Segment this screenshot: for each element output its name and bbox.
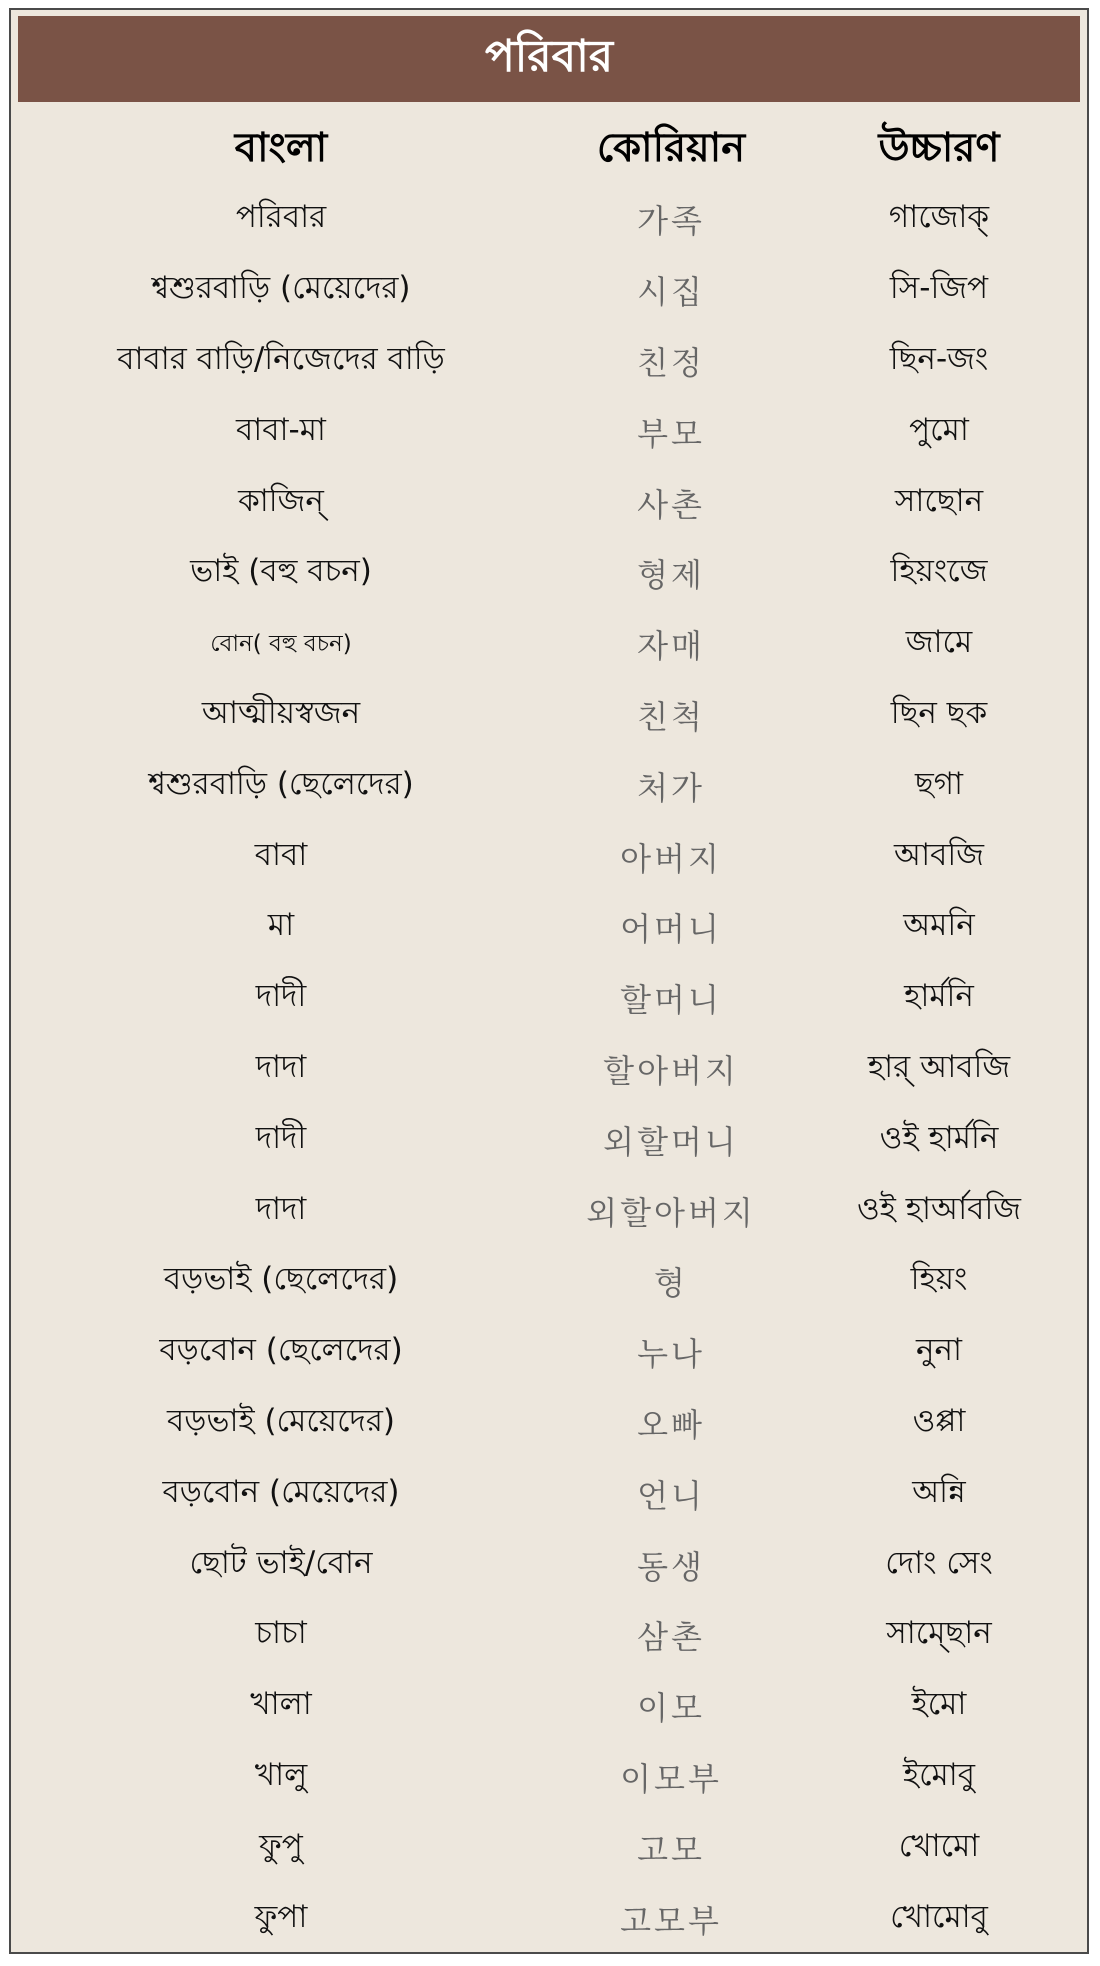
pronunciation: দোং সেং (885, 1544, 993, 1581)
bangla-word: বড়ভাই (ছেলেদের) (163, 1261, 399, 1298)
korean-word: 자매 (637, 627, 705, 666)
pronunciation: অন্নি (912, 1473, 966, 1510)
bangla-word: মা (267, 907, 295, 944)
bangla-word: দাদী (255, 978, 307, 1015)
column-header-bangla: বাংলা (234, 124, 328, 171)
bangla-word: দাদী (255, 1119, 307, 1156)
pronunciation: নুনা (916, 1332, 962, 1369)
bangla-word: শ্বশুরবাড়ি (ছেলেদের) (148, 765, 414, 802)
bangla-word: বড়বোন (ছেলেদের) (159, 1332, 403, 1369)
bangla-word: বাবার বাড়ি/নিজেদের বাড়ি (117, 340, 445, 377)
table-row (11, 1812, 1087, 1883)
korean-word: 언니 (637, 1476, 705, 1515)
korean-word: 친척 (637, 697, 705, 736)
table-row (11, 680, 1087, 751)
bangla-word: ছোট ভাই/বোন (189, 1544, 373, 1581)
korean-word: 누나 (637, 1335, 705, 1374)
table-row (11, 1246, 1087, 1317)
bangla-word: খালা (250, 1686, 312, 1723)
korean-word: 시집 (637, 273, 705, 312)
table-row (11, 892, 1087, 963)
bangla-word: বড়ভাই (মেয়েদের) (167, 1402, 395, 1439)
table-row (11, 184, 1087, 255)
table-row (11, 538, 1087, 609)
bangla-word: শ্বশুরবাড়ি (মেয়েদের) (151, 270, 411, 307)
bangla-word: দাদা (255, 1190, 307, 1227)
pronunciation: ওই হার্আবজি (856, 1190, 1022, 1227)
bangla-word: ভাই (বহু বচন) (190, 553, 372, 590)
table-row (11, 255, 1087, 326)
table-row (11, 609, 1087, 680)
pronunciation: ছিন ছক (890, 694, 988, 731)
korean-word: 오빠 (637, 1405, 705, 1444)
table-row (11, 326, 1087, 397)
table-row (11, 1529, 1087, 1600)
korean-word: 친정 (637, 343, 705, 382)
korean-word: 고모 (637, 1830, 705, 1869)
bangla-word: ফুপা (254, 1898, 308, 1935)
pronunciation: অমনি (903, 907, 975, 944)
pronunciation: সি-জিপ (889, 270, 989, 307)
bangla-word: বোন( বহু বচন) (210, 630, 352, 657)
table-row (11, 1175, 1087, 1246)
bangla-word: কাজিন্ (238, 482, 324, 519)
korean-word: 동생 (637, 1547, 705, 1586)
pronunciation: ইমো (911, 1686, 967, 1723)
pronunciation: হার্মনি (904, 978, 974, 1015)
table-row (11, 750, 1087, 821)
korean-word: 가족 (637, 202, 705, 241)
pronunciation: ইমোবু (902, 1756, 976, 1793)
korean-word: 부모 (637, 414, 705, 453)
table-row (11, 1104, 1087, 1175)
table-row (11, 1600, 1087, 1671)
pronunciation: গাজোক্ (888, 199, 990, 236)
korean-word: 형제 (637, 556, 705, 595)
table-row (11, 963, 1087, 1034)
table-row (11, 1034, 1087, 1105)
bangla-word: চাচা (255, 1615, 307, 1652)
bangla-word: দাদা (255, 1048, 307, 1085)
korean-word: 형 (654, 1264, 688, 1303)
korean-word: 삼촌 (637, 1618, 705, 1657)
table-row (11, 1458, 1087, 1529)
vocabulary-table (11, 114, 1087, 1954)
korean-word: 이모부 (620, 1759, 722, 1798)
pronunciation: আবজি (893, 836, 985, 873)
bangla-word: বাবা-মা (236, 411, 326, 448)
bangla-word: খালু (254, 1756, 308, 1793)
korean-word: 사촌 (637, 485, 705, 524)
pronunciation: হার্ আবজি (867, 1048, 1011, 1085)
bangla-word: বাবা (254, 836, 308, 873)
pronunciation: পুমো (909, 411, 969, 448)
table-row (11, 1388, 1087, 1459)
korean-word: 어머니 (620, 910, 722, 949)
table-row (11, 396, 1087, 467)
pronunciation: সাম্ছোন (886, 1615, 992, 1652)
korean-word: 아버지 (620, 839, 722, 878)
bangla-word: আত্মীয়স্বজন (201, 694, 361, 731)
table-row (11, 1883, 1087, 1954)
pronunciation: খোমোবু (890, 1898, 988, 1935)
korean-word: 외할아버지 (586, 1193, 756, 1232)
korean-word: 고모부 (620, 1901, 722, 1940)
pronunciation: জামে (905, 624, 973, 661)
pronunciation: সাছোন (894, 482, 984, 519)
bangla-word: পরিবার (235, 199, 327, 236)
pronunciation: ওপ্পা (912, 1402, 966, 1439)
pronunciation: খোমো (898, 1827, 980, 1864)
table-row (11, 467, 1087, 538)
table-row (11, 1742, 1087, 1813)
table-row (11, 1317, 1087, 1388)
column-header-pronunciation: উচ্চারণ (878, 124, 1000, 171)
table-header (11, 114, 1087, 184)
page-title: পরিবার (18, 16, 1080, 102)
table-row (11, 821, 1087, 892)
vocabulary-card (9, 8, 1089, 1954)
korean-word: 처가 (637, 768, 705, 807)
pronunciation: হিয়ংজে (890, 553, 988, 590)
korean-word: 외할머니 (603, 1122, 739, 1161)
bangla-word: ফুপু (259, 1827, 303, 1864)
bangla-word: বড়বোন (মেয়েদের) (162, 1473, 400, 1510)
column-header-korean: কোরিয়ান (596, 124, 746, 171)
pronunciation: ছিন-জং (889, 340, 989, 377)
pronunciation: হিয়ং (910, 1261, 968, 1298)
table-row (11, 1671, 1087, 1742)
pronunciation: ছগা (914, 765, 964, 802)
korean-word: 할머니 (620, 981, 722, 1020)
pronunciation: ওই হার্মনি (879, 1119, 999, 1156)
korean-word: 이모 (637, 1689, 705, 1728)
korean-word: 할아버지 (603, 1051, 739, 1090)
